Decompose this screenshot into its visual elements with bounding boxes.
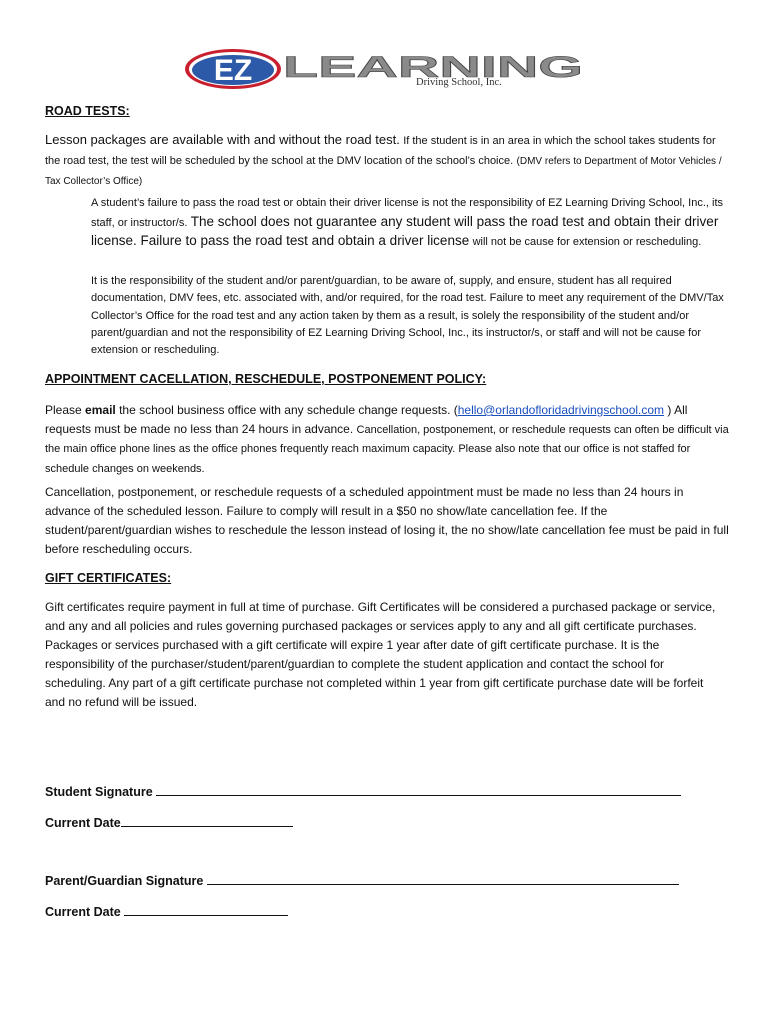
- student-date-line[interactable]: [121, 813, 293, 827]
- road-tests-p1-note: (DMV refers to Department of Motor Vehicles / Tax Collector’s Office): [45, 155, 722, 187]
- road-tests-p1-body: If the student is in an area in which the school takes students for the road test, the test will be scheduled by the school at the DMV location of the school’s choice.: [45, 135, 716, 167]
- appointment-email-word: email: [85, 403, 116, 417]
- parent-signature-row: [45, 871, 679, 888]
- student-signature-row: [45, 782, 681, 799]
- road-tests-p2-b: The school does not guarantee any student will pass the road test and obtain their driver license. Failure to pass the road test and obtain a driver license: [91, 213, 719, 248]
- appointment-p1-note: Cancellation, postponement, or reschedule requests can often be difficult via the main office phone lines as the office phones frequently reach maximum capacity. Please also note that our office is not staffed for schedule changes on weekends.: [45, 423, 729, 475]
- gift-certificates-paragraph: Gift certificates require payment in full at time of purchase. Gift Certificates will be considered a purchased package or service, and any and all policies and rules governing purchased packages or services apply to any and all gift certificate purchases. Packages or services purchased with a gift certificate will expire 1 year after date of gift certificate purchase. It is the responsibility of the purchaser/student/parent/guardian to complete the student application and contact the school for scheduling. Any part of a gift certificate purchase not completed within 1 year from gift certificate purchase date will be forfeit and no refund will be issued.: [45, 600, 716, 709]
- current-date-label-2: Current Date: [45, 905, 121, 919]
- current-date-label: Current Date: [45, 816, 121, 830]
- road-tests-p2-a: A student’s failure to pass the road test or obtain their driver license is not the responsibility of EZ Learning Driving School, Inc., its staff, or instructor/s.: [91, 197, 724, 229]
- appointment-p1-rest: the school business office with any schedule change requests.: [119, 403, 451, 417]
- student-signature-label: Student Signature: [45, 785, 153, 799]
- logo-learning-text: LEARNING: [283, 51, 583, 84]
- parent-signature-label: Parent/Guardian Signature: [45, 874, 204, 888]
- road-tests-p1-lead: Lesson packages are available with and without the road test.: [45, 132, 400, 147]
- appointment-paren-open: (: [453, 403, 458, 417]
- school-email-link[interactable]: hello@orlandofloridadrivingschool.com: [457, 403, 665, 417]
- logo-ez-text: EZ: [213, 54, 253, 87]
- student-date-row: [45, 813, 293, 830]
- logo-subtitle: Driving School, Inc.: [416, 77, 502, 88]
- student-signature-line[interactable]: [156, 782, 681, 796]
- appointment-paren-close: ): [667, 403, 672, 417]
- appointment-paragraph-1: [45, 401, 730, 478]
- road-tests-paragraph-2: [91, 193, 731, 252]
- parent-date-line[interactable]: [124, 902, 288, 916]
- road-tests-p2-c: will not be cause for extension or rescheduling.: [472, 236, 702, 248]
- appointment-policy-heading: APPOINTMENT CACELLATION, RESCHEDULE, POSTPONEMENT POLICY:: [45, 372, 487, 386]
- road-tests-paragraph-3: It is the responsibility of the student and/or parent/guardian, to be aware of, supply, and ensure, student has all required documentation, DMV fees, etc. associated with, and/or required, for the road test. Failure to meet any requirement of the DMV/Tax Collector’s Office for the road test and any action taken by them as a result, is solely the responsibility of the student and/or parent/guardian and not the responsibility of EZ Learning Driving School, Inc., its instructor/s, or staff and will not be cause for extension or rescheduling.: [91, 275, 724, 357]
- appointment-please: Please: [45, 403, 82, 417]
- appointment-paragraph-2: Cancellation, postponement, or reschedule requests of a scheduled appointment must be made no less than 24 hours in advance of the scheduled lesson. Failure to comply will result in a $50 no show/late cancellation fee. If the student/parent/guardian wishes to reschedule the lesson instead of losing it, the no show/late cancellation fee must be paid in full before rescheduling occurs.: [45, 485, 729, 556]
- gift-certificates-heading: GIFT CERTIFICATES:: [45, 571, 172, 585]
- road-tests-heading: ROAD TESTS:: [45, 104, 130, 118]
- parent-signature-line[interactable]: [207, 871, 679, 885]
- appointment-24h-notice: All requests must be made no less than 24 hours in advance.: [45, 403, 688, 436]
- road-tests-paragraph-1: [45, 131, 725, 192]
- logo-graphic: [183, 47, 588, 97]
- ez-learning-logo: [183, 47, 588, 97]
- parent-date-row: [45, 902, 288, 919]
